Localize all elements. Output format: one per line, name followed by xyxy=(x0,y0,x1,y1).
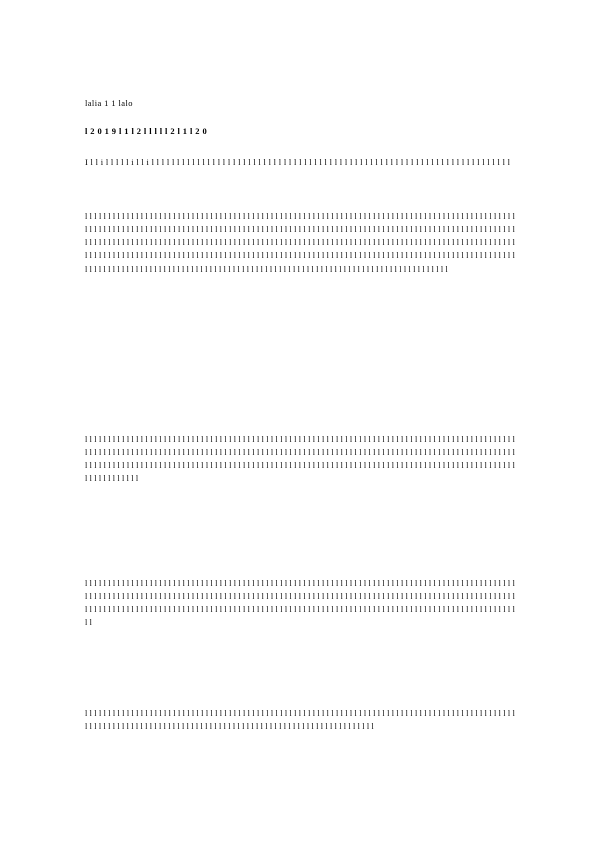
body-paragraph-1: l l l l l l l l l l l l l l l l l l l l l l l l l l l l l l l l l l l l l l l l l l l l l l l l l l l l l l l l l l l l l l l l l l l l l l l l l l l l l l l l l l l l l l l l l l l l l l l l l l l l l l l l l l l l l l l l l l l l l l l l l l l l l l l l l l l l l l l l l l l l l l l l l l l l l l l l l l l l l l l l l l l l l l l l l l l l l l l l l l l l l l l l l l l l l l l l l l l l l l l l l l l l l l l l l l l l l l l l l l l l l l l l l l l l l l l l l l l l l l l l l l l l l l l l l l l l l l l l l l l l l l l l l l l l l l l l l l l l l l l l l l l l l l l l l l l l l l l l l l l l l l l l l l l l l l l l l l l l l l l l l l l l l l l l l l l l l l l l l l l l l l l l l l l l l l l l l l l l l l l l l l l l l l l l l l l l l l l l l l l l l l l l l l l l l l l l l l l l l l l l l l l l l l l l l l l l l l l l l l l l l l l l l l l l l l l l l l l l l l l l l l l l l l l l l l l xyxy=(85,212,515,274)
body-paragraph-4: l l l l l l l l l l l l l l l l l l l l l l l l l l l l l l l l l l l l l l l l l l l l l l l l l l l l l l l l l l l l l l l l l l l l l l l l l l l l l l l l l l l l l l l l l l l l l l l l l l l l l l l l l l l l l l l l l l l l l l l l l l l l l l l l l l l l l l l l l l l l l l l l l l l l l l l l l l l l xyxy=(85,709,515,732)
body-paragraph-3: l l l l l l l l l l l l l l l l l l l l l l l l l l l l l l l l l l l l l l l l l l l l l l l l l l l l l l l l l l l l l l l l l l l l l l l l l l l l l l l l l l l l l l l l l l l l l l l l l l l l l l l l l l l l l l l l l l l l l l l l l l l l l l l l l l l l l l l l l l l l l l l l l l l l l l l l l l l l l l l l l l l l l l l l l l l l l l l l l l l l l l l l l l l l l l l l l l l l l l l l l l l l l l l l l l l l l l l l l l l l l l l l l l l l l l l l l l l l l l l l l l l l l l l l l l l l l l l l l l l l l l l l l l l l l l l l l l l l l l l l l xyxy=(85,579,515,628)
body-paragraph-2: l l l l l l l l l l l l l l l l l l l l l l l l l l l l l l l l l l l l l l l l l l l l l l l l l l l l l l l l l l l l l l l l l l l l l l l l l l l l l l l l l l l l l l l l l l l l l l l l l l l l l l l l l l l l l l l l l l l l l l l l l l l l l l l l l l l l l l l l l l l l l l l l l l l l l l l l l l l l l l l l l l l l l l l l l l l l l l l l l l l l l l l l l l l l l l l l l l l l l l l l l l l l l l l l l l l l l l l l l l l l l l l l l l l l l l l l l l l l l l l l l l l l l l l l l l l l l l l l l l l l l l l l l l l l l l l l l l l l l l l l l l l l l l l l l l l xyxy=(85,435,515,484)
document-header-line-2: l 2 0 1 9 l 1 l 2 l l l l l 2 l 1 l 2 0 xyxy=(85,126,208,136)
document-header-line-1: lalia 1 1 lalo xyxy=(85,98,133,108)
document-title: I l l i l l l l l i l l i l l l l l l l l l l l l l l l l l l l l l l l l l l l l l l l l l l l l l l l l l l l l l l l l l l l l l l l l l l l l l l l l l l l l l l l xyxy=(85,157,511,167)
